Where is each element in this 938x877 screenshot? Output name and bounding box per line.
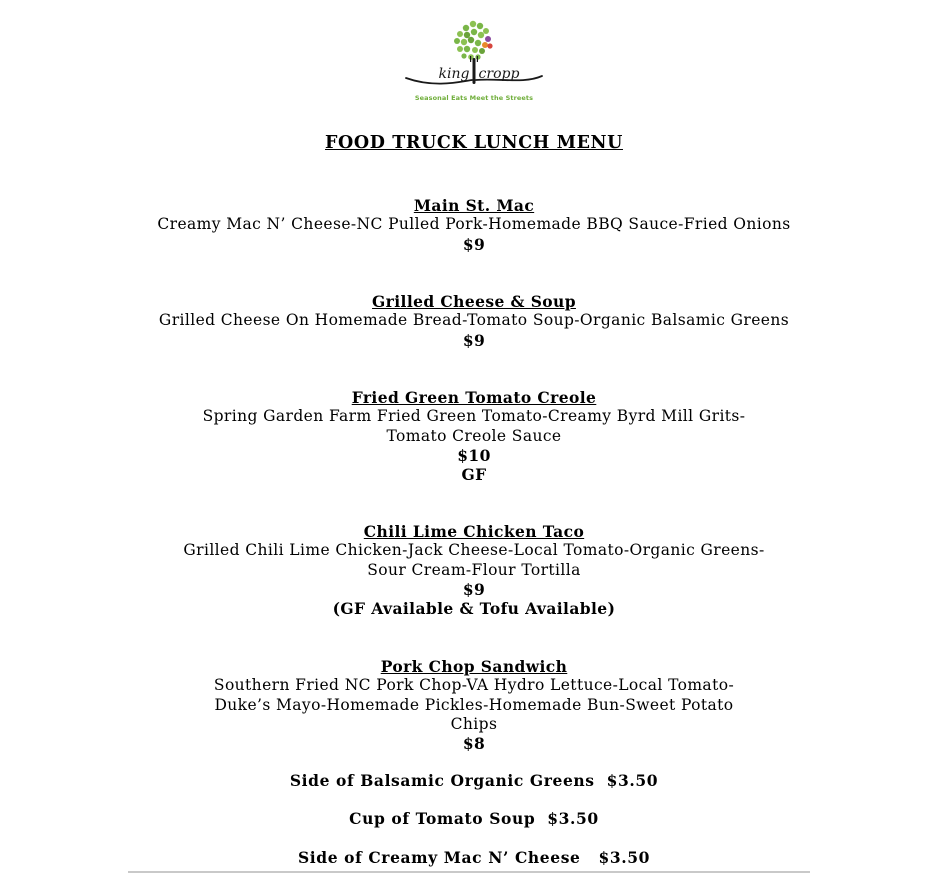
menu-item: [176, 388, 772, 484]
item-description: Southern Fried NC Pork Chop-VA Hydro Lettuce-Local Tomato-Duke’s Mayo-Homemade Pickles-Homemade Bun-Sweet Potato Chips: [213, 676, 735, 733]
item-name: Main St. Mac: [413, 196, 535, 215]
item-name: Grilled Cheese & Soup: [372, 292, 576, 311]
side-item: Side of Balsamic Organic Greens $3.50: [289, 771, 659, 790]
item-description: Grilled Chili Lime Chicken-Jack Cheese-Local Tomato-Organic Greens-Sour Cream-Flour Tortilla: [183, 541, 765, 579]
king-cropp-logo: [404, 18, 544, 106]
item-name: Pork Chop Sandwich: [380, 657, 568, 676]
item-price: $9: [462, 330, 486, 350]
menu-item: [190, 657, 758, 753]
item-description: Creamy Mac N’ Cheese-NC Pulled Pork-Homemade BBQ Sauce-Fried Onions: [157, 215, 791, 234]
menu-item: [140, 292, 808, 350]
item-name: Chili Lime Chicken Taco: [363, 522, 585, 541]
tree-leaves-icon: [454, 21, 493, 60]
menu-title: FOOD TRUCK LUNCH MENU: [325, 133, 623, 153]
side-item: Side of Creamy Mac N’ Cheese $3.50: [297, 848, 651, 867]
item-price: $9: [462, 579, 486, 599]
menu-item: [140, 196, 808, 254]
item-price: $8: [462, 734, 486, 754]
item-description: Grilled Cheese On Homemade Bread-Tomato Soup-Organic Balsamic Greens: [158, 311, 790, 330]
logo-tagline: Seasonal Eats Meet the Streets: [414, 94, 534, 102]
item-name: Fried Green Tomato Creole: [351, 388, 597, 407]
item-price: $10: [457, 445, 491, 465]
item-description: Spring Garden Farm Fried Green Tomato-Creamy Byrd Mill Grits-Tomato Creole Sauce: [202, 407, 746, 445]
brand-word-king: king: [438, 66, 470, 82]
menu-item: [166, 522, 782, 618]
item-price: $9: [462, 234, 486, 254]
page-bottom-divider: [128, 871, 810, 873]
side-item: Cup of Tomato Soup $3.50: [349, 809, 599, 828]
tree-fork-logo-icon: [404, 18, 544, 94]
brand-word-cropp: cropp: [478, 66, 520, 82]
item-dietary-note: GF: [461, 465, 487, 485]
item-dietary-note: (GF Available & Tofu Available): [332, 599, 616, 619]
